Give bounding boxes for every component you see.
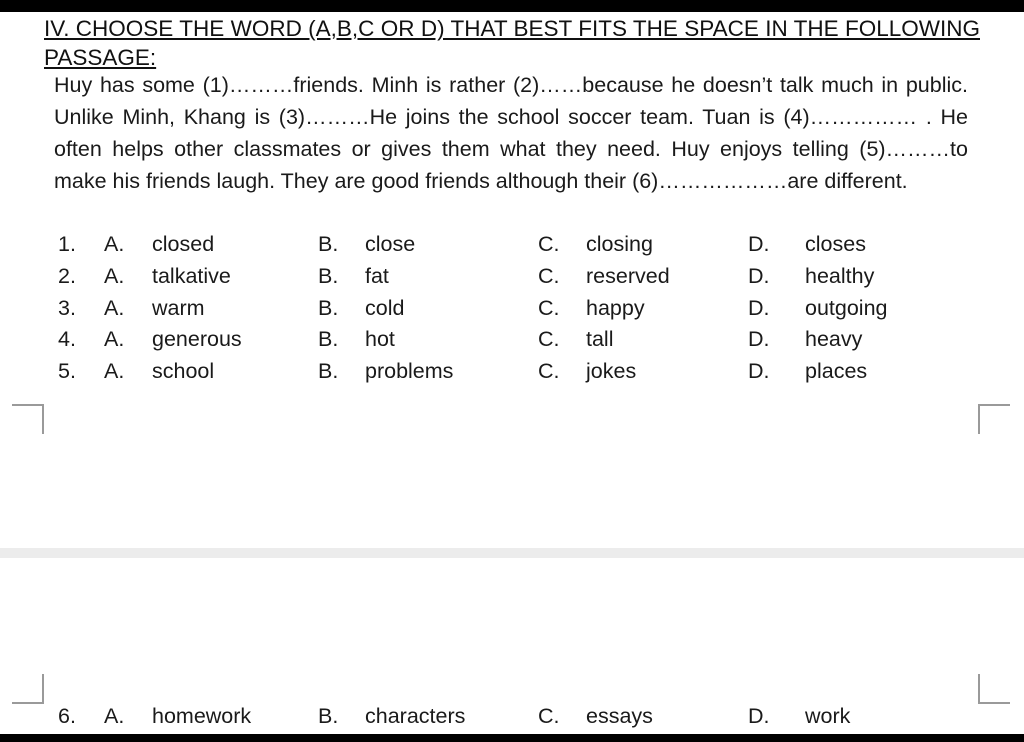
crop-mark-top-left [12, 404, 44, 434]
option-b-text: hot [365, 327, 395, 352]
question-row-2 [0, 261, 1024, 293]
question-number: 3. [58, 295, 76, 320]
reading-passage [54, 69, 968, 197]
passage-text: Huy has some (1)………friends. Minh is rather (2)……because he doesn’t talk much in public. Unlike Minh, Khang is (3)………He joins the school soccer team. Tuan is (4)…………… . He often helps other classmates or gives them what they need. Huy enjoys telling (5)………to make his friends laugh. They are good friends although their (6)………………are different. [54, 73, 968, 193]
option-d-label: D. [748, 263, 770, 288]
option-a-label: A. [104, 295, 125, 320]
option-c-label: C. [538, 704, 560, 728]
option-c-label: C. [538, 327, 560, 352]
option-c-label: C. [538, 359, 560, 384]
option-d-label: D. [748, 295, 770, 320]
option-b-label: B. [318, 704, 339, 728]
option-d-text: heavy [805, 327, 863, 352]
option-b-text: cold [365, 295, 405, 320]
option-a-label: A. [104, 263, 125, 288]
option-d-text: closes [805, 232, 866, 256]
option-b-text: characters [365, 704, 466, 728]
section-heading: IV. CHOOSE THE WORD (A,B,C OR D) THAT BEST FITS THE SPACE IN THE FOLLOWING PASSAGE: [44, 16, 980, 70]
option-a-text: talkative [152, 263, 231, 288]
option-d-text: healthy [805, 263, 875, 288]
option-c-text: closing [586, 232, 653, 256]
option-d-label: D. [748, 704, 770, 728]
option-c-label: C. [538, 232, 560, 256]
option-b-label: B. [318, 327, 339, 352]
option-c-label: C. [538, 295, 560, 320]
option-d-text: outgoing [805, 295, 888, 320]
option-c-text: jokes [586, 359, 637, 384]
option-b-label: B. [318, 295, 339, 320]
option-b-label: B. [318, 359, 339, 384]
option-b-text: problems [365, 359, 454, 384]
question-number: 2. [58, 263, 76, 288]
option-a-text: warm [152, 295, 205, 320]
option-d-label: D. [748, 232, 770, 256]
option-d-text: work [805, 704, 851, 728]
option-d-label: D. [748, 359, 770, 384]
option-d-text: places [805, 359, 868, 384]
option-b-label: B. [318, 263, 339, 288]
option-a-text: school [152, 359, 215, 384]
answer-options [0, 229, 1024, 388]
question-row-5 [0, 356, 1024, 388]
crop-mark-bottom-left [12, 674, 44, 704]
crop-mark-top-right [978, 404, 1010, 434]
option-b-text: fat [365, 263, 389, 288]
option-a-label: A. [104, 359, 125, 384]
option-c-text: essays [586, 704, 653, 728]
question-row-6 [0, 701, 1024, 733]
option-c-label: C. [538, 263, 560, 288]
option-c-text: tall [586, 327, 614, 352]
option-c-text: reserved [586, 263, 670, 288]
question-number: 6. [58, 704, 76, 728]
option-a-label: A. [104, 704, 125, 728]
option-a-label: A. [104, 327, 125, 352]
bottom-border [0, 734, 1024, 742]
option-a-text: generous [152, 327, 242, 352]
question-row-1 [0, 229, 1024, 261]
question-row-3 [0, 293, 1024, 325]
option-a-text: closed [152, 232, 215, 256]
question-number: 5. [58, 359, 76, 384]
option-b-label: B. [318, 232, 339, 256]
option-b-text: close [365, 232, 416, 256]
option-d-label: D. [748, 327, 770, 352]
option-a-text: homework [152, 704, 252, 728]
option-a-label: A. [104, 232, 125, 256]
question-number: 4. [58, 327, 76, 352]
question-number: 1. [58, 232, 76, 256]
top-border [0, 0, 1024, 12]
question-row-4 [0, 324, 1024, 356]
option-c-text: happy [586, 295, 645, 320]
crop-mark-bottom-right [978, 674, 1010, 704]
page-break [0, 548, 1024, 558]
